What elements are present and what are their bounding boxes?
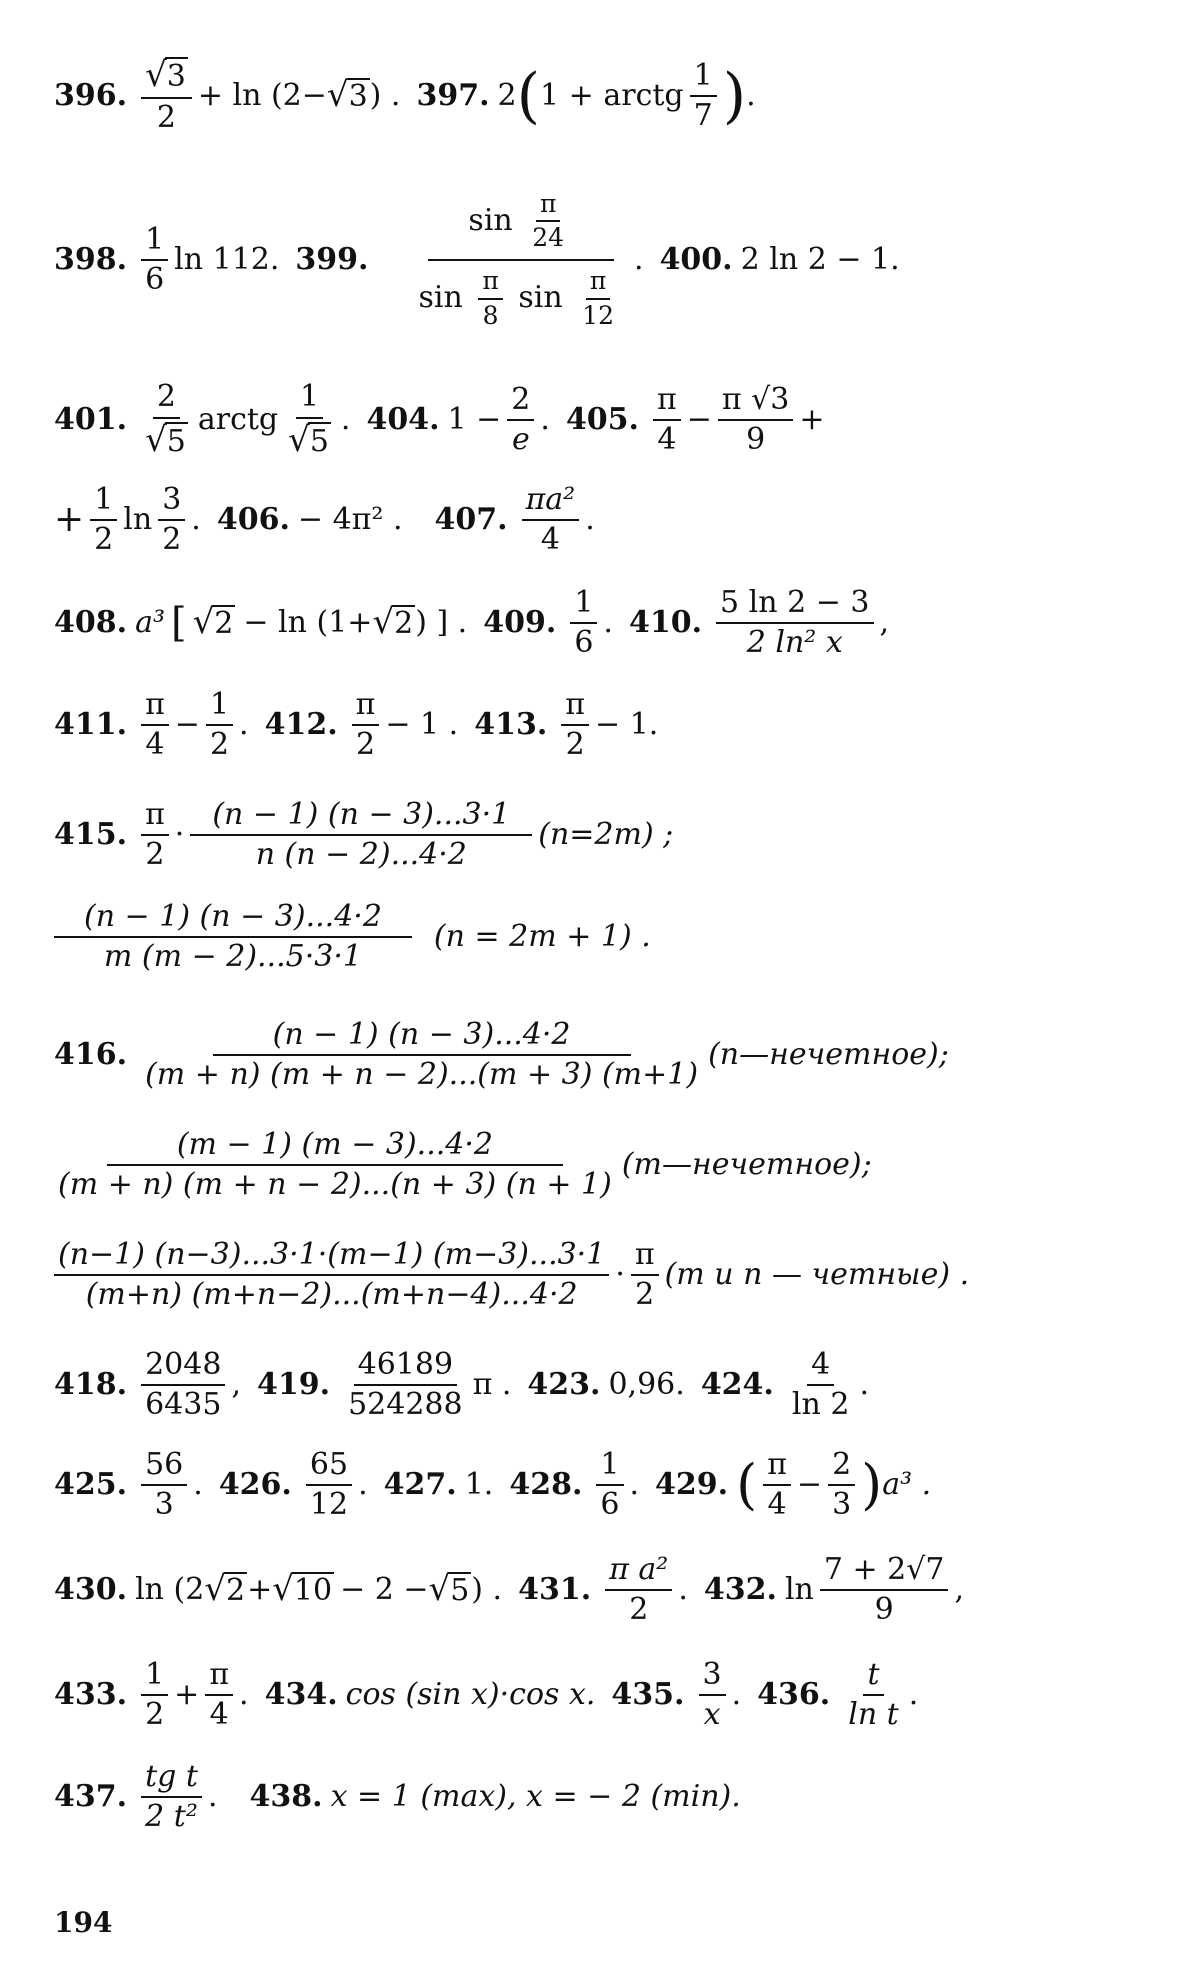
answer-number: 425. xyxy=(54,1466,128,1502)
answer-number: 415. xyxy=(54,816,128,852)
answer-number: 429. xyxy=(655,1466,729,1502)
answer-number: 396. xyxy=(54,77,128,113)
answer-number: 430. xyxy=(54,1571,128,1607)
paren-open: ( xyxy=(516,61,541,131)
answer-number: 398. xyxy=(54,241,128,277)
answer-line-418: 418. $\frac{2048}{6435}$ , 419. $\frac{46189}{524288}$ π . 423. 0,96. 424. $\frac{4}{\ln 2}$ . xyxy=(54,1346,869,1422)
sqrt-symbol: √ xyxy=(326,75,349,116)
answer-number: 406. xyxy=(216,501,290,537)
answer-number: 435. xyxy=(611,1676,685,1712)
answer-line-415: 415. $\frac{\pi}{2}$ · $\frac{(n - 1) (n - 3)...3\cdot 1}{n (n - 2)...4\cdot 2}$ (n=2m) ; xyxy=(54,796,674,872)
answer-number: 419. xyxy=(256,1366,331,1402)
answer-number: 409. xyxy=(483,604,557,640)
answer-line-415b: $\frac{(n - 1) (n - 3)...4\cdot 2}{m (m - 2)...5\cdot 3\cdot 1}$ (n = 2m + 1) . xyxy=(54,892,1170,982)
answer-line-430: 430. ln (2 √ 2 + √ 10 − 2 − √ 5 ) . 431. $\frac{\text{π a²}}{2}$ . 432. ln $\frac{7 + 2√7}{9}$ , xyxy=(54,1551,965,1627)
answer-number: 416. xyxy=(54,1036,128,1072)
fraction: $\frac{2}{√5}$ xyxy=(145,379,186,460)
fraction: $\frac{√3}{2}$ xyxy=(141,56,192,136)
answer-number: 424. xyxy=(700,1366,774,1402)
answer-number: 433. xyxy=(54,1676,128,1712)
answer-line-437: 437. $\frac{\text{tg t}}{\text{2 t²}}$ . 438. x = 1 (max), x = − 2 (min). xyxy=(54,1758,741,1834)
answer-number: 401. xyxy=(54,401,128,437)
answer-number: 426. xyxy=(218,1466,292,1502)
answer-number: 437. xyxy=(54,1778,128,1814)
answer-line-425: 425. $\frac{56}{3}$ . 426. $\frac{65}{12}$ . 427. 1. 428. $\frac{1}{6}$ . 429. ( $\frac{\pi}{4}$ − $\frac{2}{3}$ ) a³ . xyxy=(54,1446,932,1522)
answer-line-433: 433. $\frac{1}{2}$ + $\frac{\pi}{4}$ . 434. cos (sin x)·cos x. 435. $\frac{3}{x}$ . 436. $\frac{t}{\text{ln t}}$ . xyxy=(54,1656,919,1732)
answer-number: 407. xyxy=(434,501,508,537)
expr-text: 2 ln 2 − 1. xyxy=(740,241,900,277)
answer-number: 397. xyxy=(416,77,490,113)
answer-line-416b: $\frac{(m - 1) (m - 3)...4\cdot 2}{(m + n) (m + n - 2)...(n + 3) (n + 1)}$ (m—нечетное); xyxy=(58,1126,872,1202)
answer-line-411: 411. $\frac{\pi}{4}$ − $\frac{1}{2}$ . 412. $\frac{\pi}{2}$ − 1 . 413. $\frac{\pi}{2}$ − 1. xyxy=(54,686,659,762)
answer-number: 428. xyxy=(509,1466,583,1502)
answer-number: 413. xyxy=(474,706,548,742)
answer-line-398: 398. $\frac{1}{6}$ ln 112. 399. sin $\frac{\pi}{24}$ sin $\frac{\pi}{8}$ sin $\frac{\pi}{12}$ . 400. 2 ln 2 − 1. xyxy=(54,188,900,330)
sqrt-symbol: √ xyxy=(145,55,167,96)
page-number: 194 xyxy=(54,1906,113,1939)
expr-text: ln 112. xyxy=(174,241,280,277)
answer-line-416: 416. $\frac{(n - 1) (n - 3)...4\cdot 2}{(m + n) (m + n - 2)...(m + 3) (m+1)}$ (n—нечетное); xyxy=(54,1016,949,1092)
big-fraction: sin $\frac{\pi}{24}$ sin $\frac{\pi}{8}$ sin $\frac{\pi}{12}$ xyxy=(418,188,615,330)
answer-number: 405. xyxy=(565,401,640,437)
answer-number: 399. xyxy=(295,241,369,277)
fraction: $\frac{1}{7}$ xyxy=(690,59,717,134)
answer-number: 423. xyxy=(527,1366,601,1402)
answer-number: 408. xyxy=(54,604,128,640)
answer-number: 438. xyxy=(249,1778,323,1814)
answer-line-405b: + $\frac{1}{2}$ ln $\frac{3}{2}$ . 406. − 4π² . 407. $\frac{\text{πa²}}{4}$ . xyxy=(54,481,595,557)
answer-number: 400. xyxy=(659,241,733,277)
answer-number: 436. xyxy=(757,1676,831,1712)
answer-number: 418. xyxy=(54,1366,128,1402)
expr-text: + ln (2− xyxy=(197,77,327,113)
answer-number: 412. xyxy=(264,706,338,742)
answer-line-416c: $\frac{(n-1) (n-3)...3\cdot 1\cdot(m-1) (m-3)...3\cdot 1}{(m+n) (m+n-2)...(m+n-4)...4\cdot 2}$ · $\frac{\pi}{2}$ (m и n — четные) . xyxy=(54,1230,1170,1320)
fraction: $\frac{1}{6}$ xyxy=(141,223,168,298)
answer-line-396: 396. $\frac{√3}{2}$ + ln (2− √ 3 ) . 397. 2 ( 1 + arctg $\frac{1}{7}$ ) . xyxy=(54,55,756,136)
answer-number: 432. xyxy=(703,1571,777,1607)
answer-number: 404. xyxy=(366,401,440,437)
paren-close: ) xyxy=(722,61,747,131)
answer-number: 411. xyxy=(54,706,128,742)
answer-number: 431. xyxy=(518,1571,592,1607)
answer-line-408: 408. a³ [ √ 2 − ln (1+ √ 2 ) ] . 409. $\frac{1}{6}$ . 410. $\frac{5 \ln 2 - 3}{\text{2 ln² x}}$ , xyxy=(54,584,890,660)
answer-number: 434. xyxy=(264,1676,338,1712)
answer-line-401: 401. $\frac{2}{√5}$ arctg $\frac{1}{√5}$ . 404. 1 − $\frac{2}{e}$ . 405. $\frac{\pi}{4}$ − $\frac{\pi √3}{9}$ + xyxy=(54,379,825,460)
answer-number: 410. xyxy=(628,604,703,640)
answer-number: 427. xyxy=(383,1466,457,1502)
